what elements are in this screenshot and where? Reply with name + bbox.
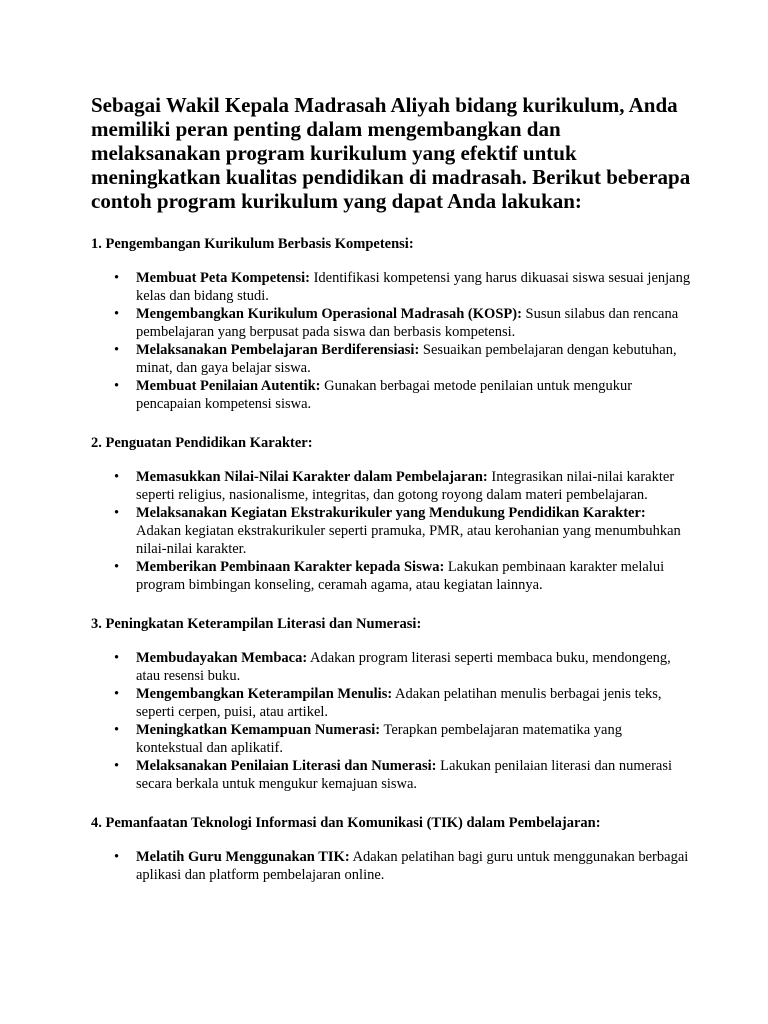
item-label: Melaksanakan Pembelajaran Berdiferensiasi: (136, 342, 420, 358)
item-text: Terapkan pembelajaran matematika yang kontekstual dan aplikatif. (136, 722, 622, 756)
list-item (114, 848, 691, 884)
list-item (114, 269, 691, 305)
item-text: Lakukan penilaian literasi dan numerasi secara berkala untuk mengukur kemajuan siswa. (136, 758, 673, 792)
section-title: 4. Pemanfaatan Teknologi Informasi dan Komunikasi (TIK) dalam Pembelajaran: (91, 815, 601, 831)
list-item (114, 721, 691, 757)
list-item (114, 468, 691, 504)
item-label: Melaksanakan Penilaian Literasi dan Numerasi: (136, 758, 437, 774)
section-title: 2. Penguatan Pendidikan Karakter: (91, 435, 313, 451)
bullet-list (91, 269, 691, 413)
item-text: Adakan kegiatan ekstrakurikuler seperti pramuka, PMR, atau kerohanian yang menumbuhkan nilai-nilai karakter. (136, 523, 681, 557)
section-title: 3. Peningkatan Keterampilan Literasi dan Numerasi: (91, 616, 422, 632)
document-page (91, 93, 691, 905)
bullet-list (91, 848, 691, 884)
intro-paragraph: Sebagai Wakil Kepala Madrasah Aliyah bidang kurikulum, Anda memiliki peran penting dalam mengembangkan dan melaksanakan program kurikulum yang efektif untuk meningkatkan kualitas pendidikan di madrasah. Berikut beberapa contoh program kurikulum yang dapat Anda lakukan: (91, 93, 691, 213)
item-label: Membuat Peta Kompetensi: (136, 270, 310, 286)
bullet-icon: • (114, 722, 120, 738)
bullet-icon: • (114, 306, 120, 322)
section-1 (91, 235, 691, 413)
item-text: Adakan program literasi seperti membaca buku, mendongeng, atau resensi buku. (136, 650, 671, 684)
bullet-list (91, 468, 691, 594)
bullet-icon: • (114, 378, 120, 394)
list-item (114, 649, 691, 685)
bullet-icon: • (114, 469, 120, 485)
item-label: Melaksanakan Kegiatan Ekstrakurikuler yang Mendukung Pendidikan Karakter: (136, 505, 646, 521)
bullet-icon: • (114, 686, 120, 702)
item-text: Gunakan berbagai metode penilaian untuk mengukur pencapaian kompetensi siswa. (136, 378, 633, 412)
list-item (114, 504, 691, 558)
item-label: Memasukkan Nilai-Nilai Karakter dalam Pembelajaran: (136, 469, 488, 485)
bullet-icon: • (114, 270, 120, 286)
item-label: Memberikan Pembinaan Karakter kepada Siswa: (136, 559, 445, 575)
list-item (114, 377, 691, 413)
item-label: Membuat Penilaian Autentik: (136, 378, 321, 394)
bullet-icon: • (114, 849, 120, 865)
item-text: Identifikasi kompetensi yang harus dikuasai siswa sesuai jenjang kelas dan bidang studi. (136, 270, 691, 304)
bullet-icon: • (114, 758, 120, 774)
bullet-icon: • (114, 559, 120, 575)
item-label: Melatih Guru Menggunakan TIK: (136, 849, 350, 865)
item-text: Adakan pelatihan bagi guru untuk menggunakan berbagai aplikasi dan platform pembelajaran online. (136, 849, 689, 883)
list-item (114, 558, 691, 594)
item-text: Susun silabus dan rencana pembelajaran yang berpusat pada siswa dan berbasis kompetensi. (136, 306, 679, 340)
item-text: Lakukan pembinaan karakter melalui program bimbingan konseling, ceramah agama, atau kegiatan lainnya. (136, 559, 665, 593)
list-item (114, 757, 691, 793)
bullet-icon: • (114, 650, 120, 666)
item-label: Membudayakan Membaca: (136, 650, 308, 666)
bullet-icon: • (114, 505, 120, 521)
bullet-list (91, 649, 691, 793)
bullet-icon: • (114, 342, 120, 358)
section-title: 1. Pengembangan Kurikulum Berbasis Kompetensi: (91, 236, 414, 252)
item-label: Mengembangkan Kurikulum Operasional Madrasah (KOSP): (136, 306, 522, 322)
list-item (114, 685, 691, 721)
item-text: Sesuaikan pembelajaran dengan kebutuhan, minat, dan gaya belajar siswa. (136, 342, 677, 376)
item-label: Meningkatkan Kemampuan Numerasi: (136, 722, 381, 738)
item-label: Mengembangkan Keterampilan Menulis: (136, 686, 393, 702)
item-text: Integrasikan nilai-nilai karakter seperti religius, nasionalisme, integritas, dan gotong royong dalam materi pembelajaran. (136, 469, 675, 503)
section-4 (91, 814, 691, 884)
section-3 (91, 615, 691, 793)
section-2 (91, 434, 691, 594)
list-item (114, 341, 691, 377)
list-item (114, 305, 691, 341)
item-text: Adakan pelatihan menulis berbagai jenis teks, seperti cerpen, puisi, atau artikel. (136, 686, 662, 720)
